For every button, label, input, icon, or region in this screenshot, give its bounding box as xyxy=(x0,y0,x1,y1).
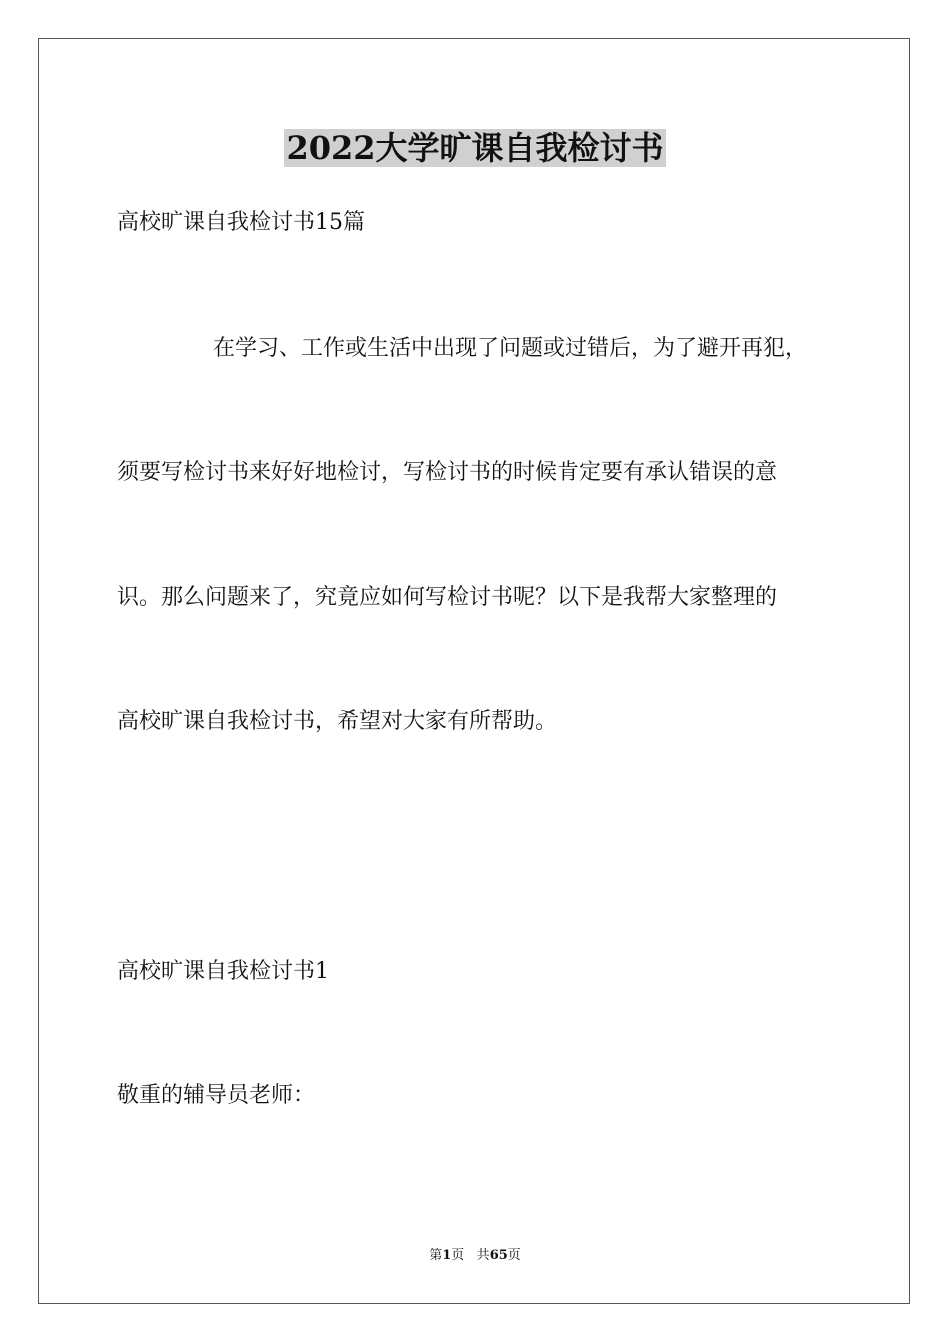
document-title-text: 2022大学旷课自我检讨书 xyxy=(286,129,664,167)
intro-line-4: 高校旷课自我检讨书，希望对大家有所帮助。 xyxy=(117,709,558,734)
footer-total-suffix: 页 xyxy=(507,1248,521,1263)
page-footer xyxy=(0,1247,950,1265)
document-title xyxy=(0,126,950,170)
salutation: 敬重的辅导员老师： xyxy=(117,1083,316,1108)
intro-line-2: 须要写检讨书来好好地检讨，写检讨书的时候肯定要有承认错误的意 xyxy=(117,460,778,485)
footer-page-prefix: 第 xyxy=(429,1248,443,1263)
footer-page-suffix: 页 xyxy=(451,1248,465,1263)
footer-page-number: 1 xyxy=(442,1248,452,1263)
intro-line-3: 识。那么问题来了，究竟应如何写检讨书呢？以下是我帮大家整理的 xyxy=(117,585,778,610)
footer-total-prefix: 共 xyxy=(476,1248,490,1263)
document-subtitle: 高校旷课自我检讨书15篇 xyxy=(117,210,365,235)
section-heading: 高校旷课自我检讨书1 xyxy=(117,959,329,984)
intro-line-1: 在学习、工作或生活中出现了问题或过错后，为了避开再犯， xyxy=(213,336,808,361)
footer-total-pages: 65 xyxy=(489,1248,508,1263)
